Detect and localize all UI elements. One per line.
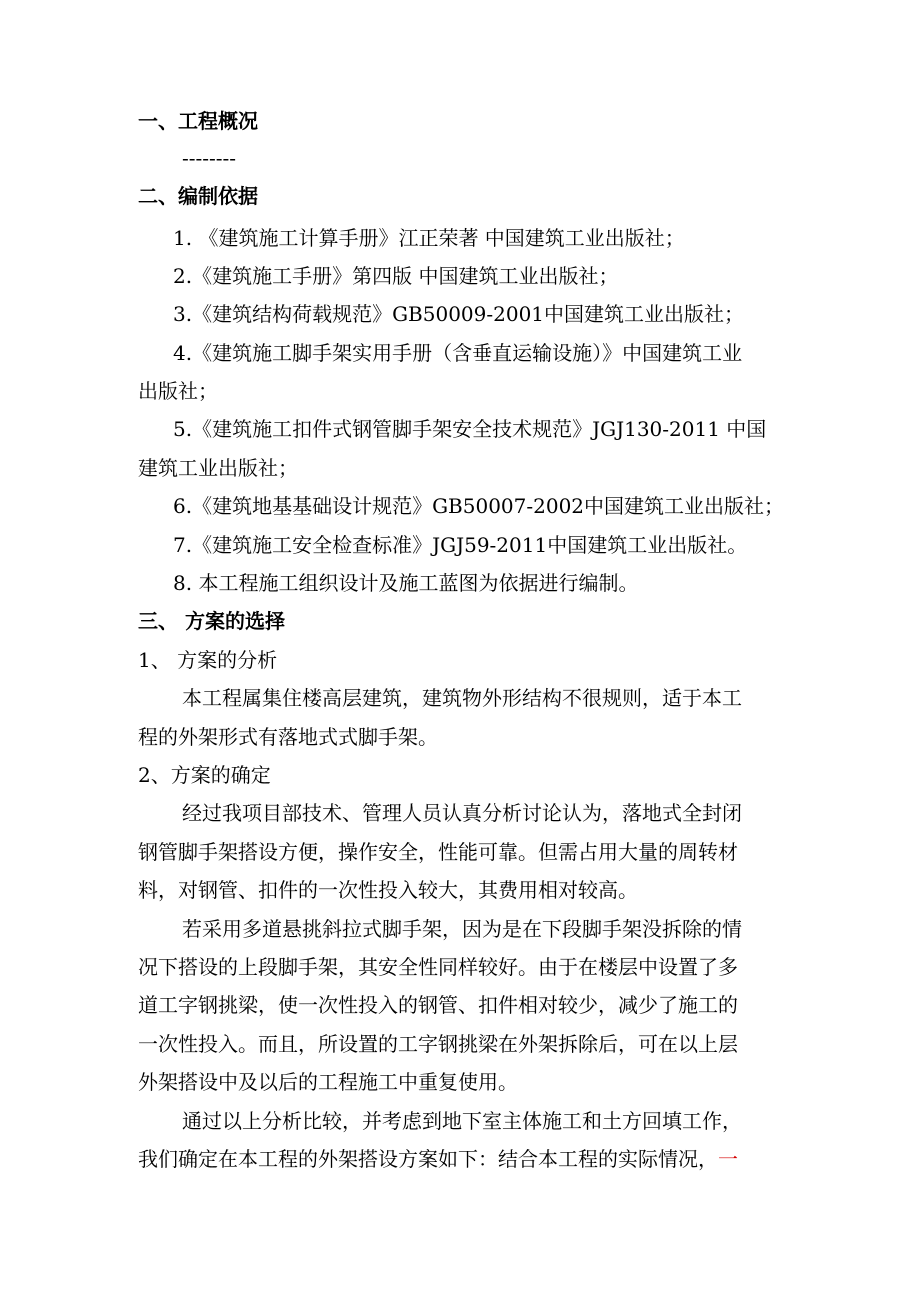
reference-item-4: 4.《建筑施工脚手架实用手册（含垂直运输设施）》中国建筑工业 <box>173 341 743 365</box>
reference-item-4-cont: 出版社； <box>138 379 218 403</box>
subsection-analysis-title: 1、 方案的分析 <box>138 648 278 672</box>
section1-placeholder: -------- <box>182 146 237 170</box>
reference-item-1: 1. 《建筑施工计算手册》江正荣著 中国建筑工业出版社； <box>173 226 685 250</box>
subsection-decision-title: 2、方案的确定 <box>138 763 271 787</box>
decision-paragraph3-text: 我们确定在本工程的外架搭设方案如下：结合本工程的实际情况， <box>138 1147 718 1171</box>
decision-paragraph3-line <box>138 1145 738 1173</box>
section1-heading: 一、工程概况 <box>138 109 258 133</box>
decision-paragraph2-line: 道工字钢挑梁，使一次性投入的钢管、扣件相对较少，减少了施工的 <box>138 993 738 1017</box>
reference-item-5: 5.《建筑施工扣件式钢管脚手架安全技术规范》JGJ130-2011 中国 <box>173 417 767 441</box>
decision-paragraph2-line: 况下搭设的上段脚手架，其安全性同样较好。由于在楼层中设置了多 <box>138 955 738 979</box>
decision-paragraph2-line: 一次性投入。而且，所设置的工字钢挑梁在外架拆除后，可在以上层 <box>138 1032 738 1056</box>
decision-paragraph1-line: 钢管脚手架搭设方便，操作安全，性能可靠。但需占用大量的周转材 <box>138 840 738 864</box>
decision-paragraph1-line: 经过我项目部技术、管理人员认真分析讨论认为，落地式全封闭 <box>182 801 742 825</box>
reference-item-3: 3.《建筑结构荷载规范》GB50009-2001中国建筑工业出版社； <box>173 302 745 326</box>
analysis-paragraph-line: 本工程属集住楼高层建筑，建筑物外形结构不很规则，适于本工 <box>182 686 742 710</box>
analysis-paragraph-line: 程的外架形式有落地式式脚手架。 <box>138 725 438 749</box>
decision-paragraph2-line: 若采用多道悬挑斜拉式脚手架，因为是在下段脚手架没拆除的情 <box>182 917 742 941</box>
reference-item-7: 7.《建筑施工安全检查标准》JGJ59-2011中国建筑工业出版社。 <box>173 533 748 557</box>
reference-item-6: 6.《建筑地基基础设计规范》GB50007-2002中国建筑工业出版社； <box>173 494 785 518</box>
reference-item-5-cont: 建筑工业出版社； <box>138 456 298 480</box>
reference-item-8: 8. 本工程施工组织设计及施工蓝图为依据进行编制。 <box>173 571 639 595</box>
section3-heading: 三、 方案的选择 <box>138 609 285 633</box>
decision-paragraph1-line: 料，对钢管、扣件的一次性投入较大，其费用相对较高。 <box>138 878 638 902</box>
reference-item-2: 2.《建筑施工手册》第四版 中国建筑工业出版社； <box>173 264 619 288</box>
section2-heading: 二、编制依据 <box>138 184 258 208</box>
decision-paragraph3-line: 通过以上分析比较，并考虑到地下室主体施工和土方回填工作， <box>182 1109 742 1133</box>
red-highlight-text: 一 <box>718 1147 738 1171</box>
decision-paragraph2-line: 外架搭设中及以后的工程施工中重复使用。 <box>138 1070 518 1094</box>
